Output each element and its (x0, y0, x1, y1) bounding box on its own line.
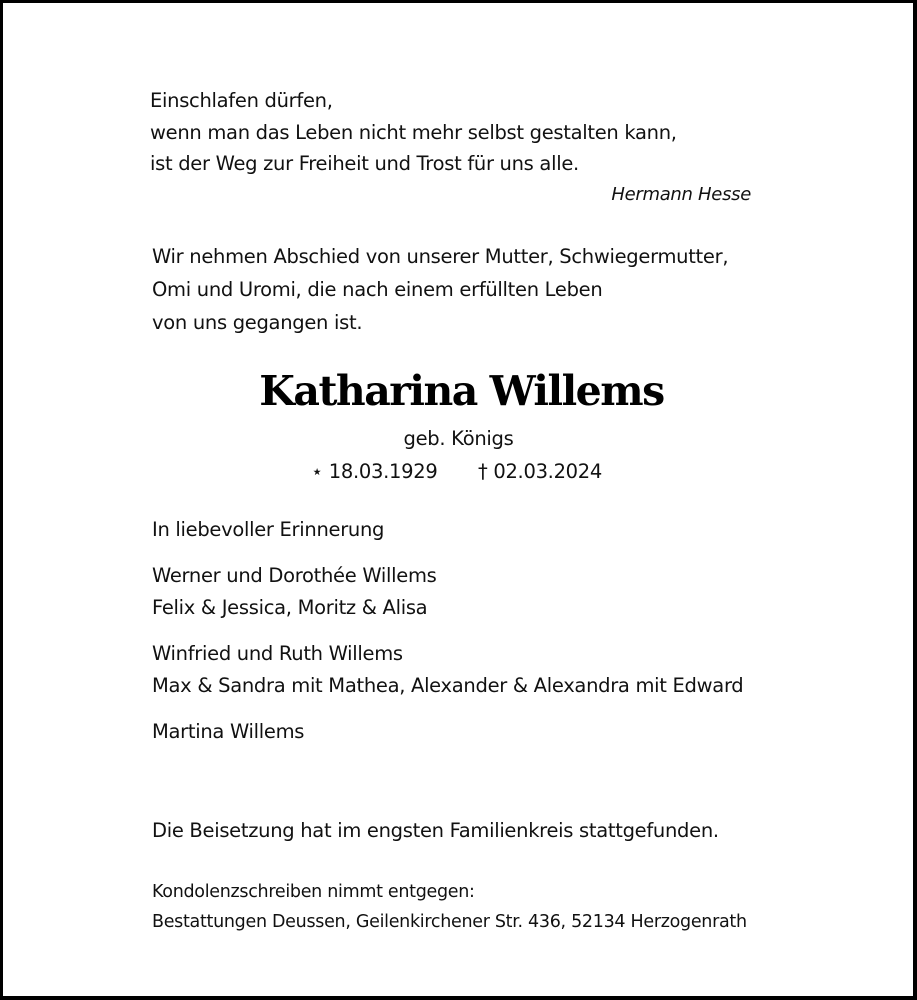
condolences-label: Kondolenzschreiben nimmt entgegen: (152, 882, 475, 902)
family-line: Winfried und Ruth Willems (152, 642, 403, 665)
quote-author: Hermann Hesse (611, 184, 751, 205)
birth-name: geb. Königs (403, 427, 514, 450)
family-line: Werner und Dorothée Willems (152, 564, 437, 587)
birth-date: ⋆ 18.03.1929 (311, 460, 438, 483)
burial-notice: Die Beisetzung hat im engsten Familienkreis stattgefunden. (152, 819, 719, 842)
quote-line: wenn man das Leben nicht mehr selbst gestalten kann, (150, 121, 677, 144)
quote-line: ist der Weg zur Freiheit und Trost für uns alle. (150, 152, 579, 175)
intro-line: Wir nehmen Abschied von unserer Mutter, Schwiegermutter, (152, 245, 729, 268)
deceased-name: Katharina Willems (259, 367, 664, 415)
intro-line: Omi und Uromi, die nach einem erfüllten Leben (152, 278, 603, 301)
family-line: Felix & Jessica, Moritz & Alisa (152, 596, 428, 619)
family-line: Martina Willems (152, 720, 305, 743)
family-line: Max & Sandra mit Mathea, Alexander & Alexandra mit Edward (152, 674, 744, 697)
condolences-address: Bestattungen Deussen, Geilenkirchener Str. 436, 52134 Herzogenrath (152, 912, 747, 932)
intro-line: von uns gegangen ist. (152, 311, 363, 334)
quote-line: Einschlafen dürfen, (150, 89, 333, 112)
mourners-heading: In liebevoller Erinnerung (152, 518, 385, 541)
death-date: † 02.03.2024 (478, 460, 602, 483)
